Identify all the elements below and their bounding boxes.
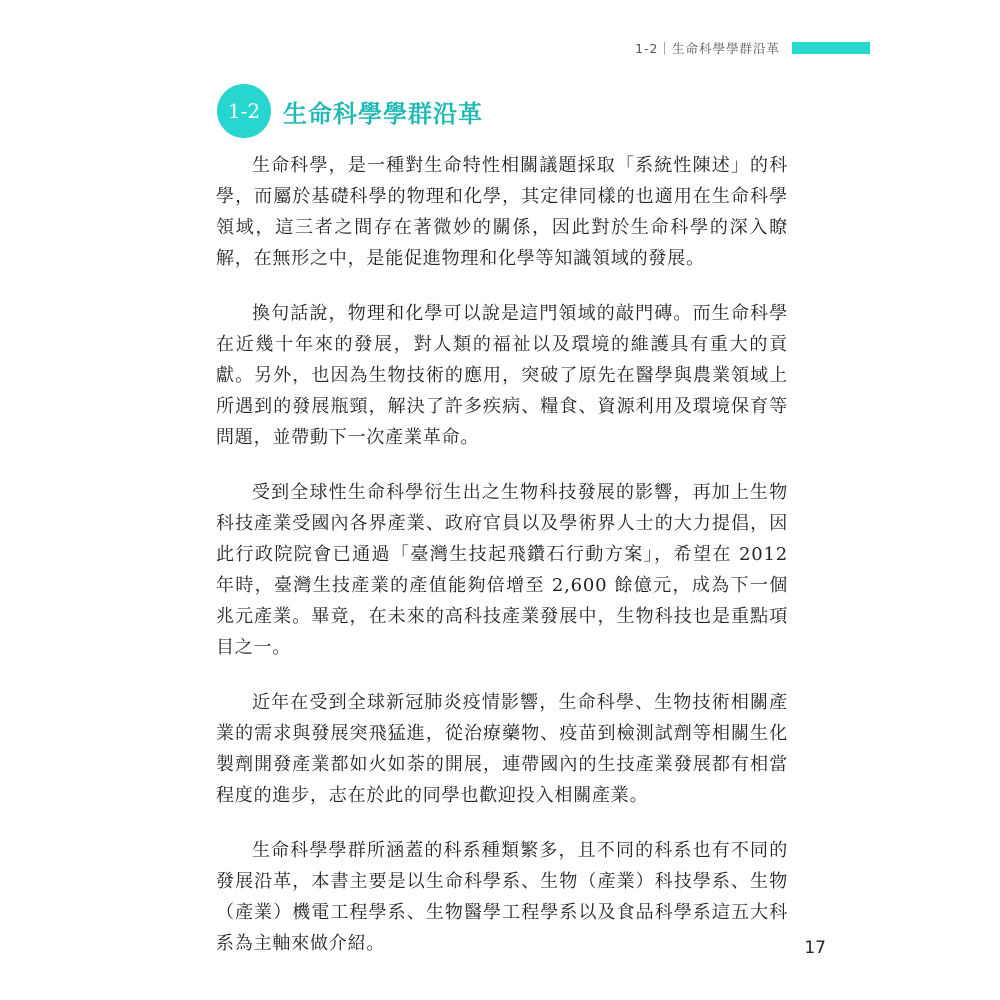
paragraph: 受到全球性生命科學衍生出之生物科技發展的影響，再加上生物科技產業受國內各界產業、政府官員以及學術界人士的大力提倡，因此行政院院會已通過「臺灣生技起飛鑽石行動方案」，希望在 2012 年時，臺灣生技產業的產值能夠倍增至 2,600 餘億元，成為下一個兆元產業。畢竟，在未來的高科技產業發展中，生物科技也是重點項目之一。: [216, 482, 788, 658]
paragraph: 換句話說，物理和化學可以說是這門領域的敲門磚。而生命科學在近幾十年來的發展，對人類的福祉以及環境的維護具有重大的貢獻。另外，也因為生物技術的應用，突破了原先在醫學與農業領域上所遇到的發展瓶頸，解決了許多疾病、糧食、資源利用及環境保育等問題，並帶動下一次產業革命。: [216, 303, 788, 448]
section-header: [217, 84, 483, 138]
paragraph: 近年在受到全球新冠肺炎疫情影響，生命科學、生物技術相關產業的需求與發展突飛猛進，從治療藥物、疫苗到檢測試劑等相關生化製劑開發產業都如火如荼的開展，連帶國內的生技產業發展都有相當程度的進步，志在於此的同學也歡迎投入相關產業。: [216, 692, 788, 806]
running-head-accent-bar: [792, 42, 870, 54]
running-head-text: 1-2｜生命科學學群沿革: [635, 41, 780, 56]
running-head: [635, 38, 870, 58]
paragraph: 生命科學學群所涵蓋的科系種類繁多，且不同的科系也有不同的發展沿革，本書主要是以生命科學系、生物（產業）科技學系、生物（產業）機電工程學系、生物醫學工程學系以及食品科學系這五大科系為主軸來做介紹。: [216, 840, 788, 954]
section-title: 生命科學學群沿革: [283, 99, 483, 128]
body-text: [216, 150, 788, 983]
page-number: 17: [804, 938, 826, 958]
paragraph: 生命科學，是一種對生命特性相關議題採取「系統性陳述」的科學，而屬於基礎科學的物理和化學，其定律同樣的也適用在生命科學領域，這三者之間存在著微妙的關係，因此對於生命科學的深入瞭解，在無形之中，是能促進物理和化學等知識領域的發展。: [216, 155, 788, 269]
section-number-badge: 1-2: [217, 84, 271, 138]
